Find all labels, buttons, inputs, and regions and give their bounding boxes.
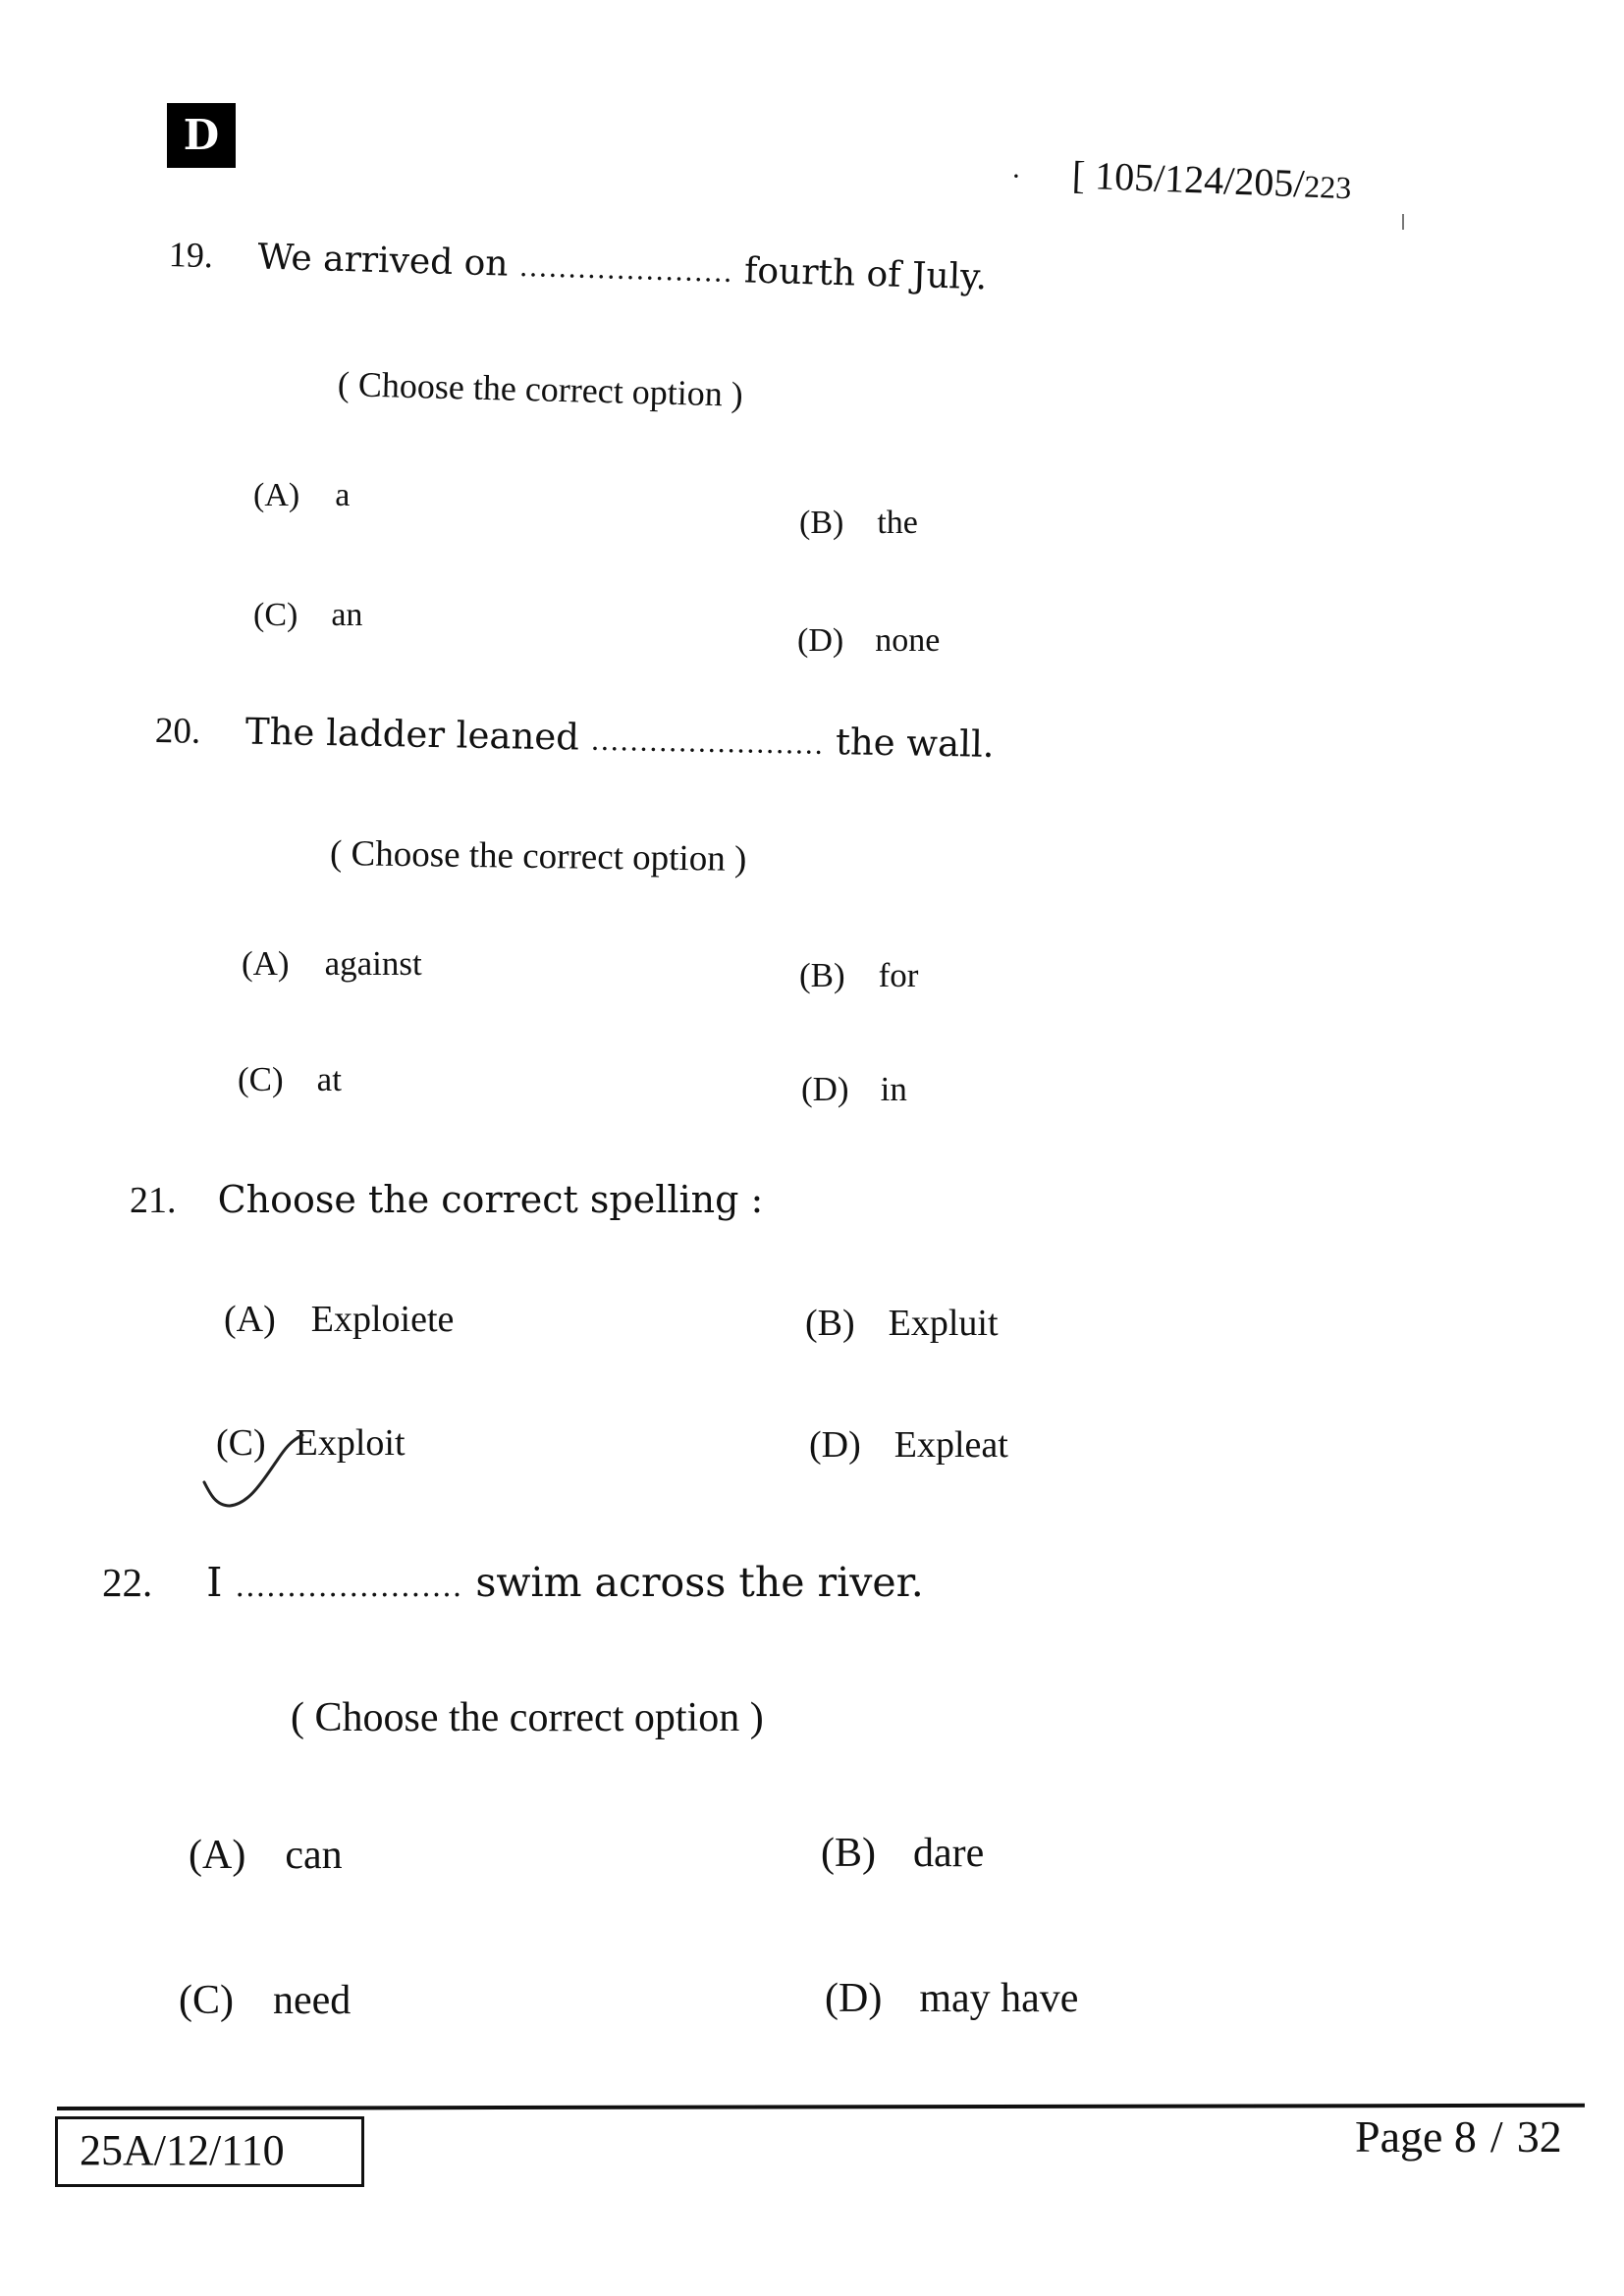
answer-blank: ........................: [590, 723, 825, 761]
set-badge: D: [167, 103, 236, 168]
option-d[interactable]: [825, 1975, 1078, 2022]
page-separator: /: [1489, 2111, 1503, 2162]
instruction: ( Choose the correct option ): [291, 1695, 764, 1740]
page-number: [1355, 2110, 1562, 2163]
option-text: at: [316, 1060, 342, 1098]
option-text: dare: [913, 1831, 985, 1876]
option-text: against: [324, 944, 422, 983]
question-stem: [102, 1559, 924, 1606]
option-label: (A): [224, 1299, 276, 1340]
paper-code: [1010, 149, 1352, 208]
option-text: Exploit: [295, 1422, 406, 1464]
question-text: Choose the correct spelling :: [217, 1178, 764, 1221]
option-label: (D): [801, 1070, 849, 1108]
option-label: (C): [216, 1422, 266, 1464]
question-text-before: I: [206, 1559, 223, 1606]
option-d[interactable]: [809, 1423, 1008, 1467]
bullet-dot: ·: [1010, 159, 1022, 193]
question-text-after: swim across the river.: [475, 1559, 924, 1606]
option-label: (C): [253, 597, 298, 633]
option-label: (A): [253, 477, 300, 513]
option-label: (B): [821, 1831, 876, 1876]
option-b[interactable]: [799, 505, 918, 542]
option-label: (B): [799, 956, 845, 994]
question-stem: [155, 709, 995, 767]
paper-code-prefix: [ 105/124/205/: [1071, 152, 1306, 206]
option-text: Expluit: [888, 1303, 999, 1344]
option-text: in: [880, 1070, 907, 1108]
option-b[interactable]: [799, 956, 918, 995]
option-a[interactable]: [253, 477, 350, 514]
option-label: (D): [825, 1976, 883, 2021]
option-a[interactable]: [189, 1832, 343, 1879]
answer-blank: ......................: [518, 249, 734, 290]
option-text: none: [875, 622, 941, 659]
option-text: Expleat: [893, 1424, 1008, 1466]
option-text: the: [877, 505, 918, 541]
question-number: 21.: [130, 1180, 177, 1221]
footer-divider: [57, 2104, 1585, 2110]
option-d[interactable]: [797, 622, 940, 660]
option-label: (D): [809, 1424, 861, 1466]
question-text-after: fourth of July.: [743, 250, 988, 298]
option-text: for: [878, 956, 919, 994]
option-text: an: [331, 597, 363, 633]
option-c[interactable]: [238, 1060, 342, 1099]
option-text: Exploiete: [310, 1299, 455, 1340]
option-label: (B): [799, 505, 844, 541]
option-text: need: [273, 1978, 352, 2023]
question-stem: [168, 234, 987, 297]
option-text: can: [285, 1833, 343, 1878]
question-text-before: We arrived on: [256, 237, 510, 285]
question-number: 22.: [102, 1560, 153, 1605]
option-label: (C): [238, 1060, 284, 1098]
option-label: (D): [797, 622, 844, 659]
option-a[interactable]: [242, 944, 422, 984]
page-total: 32: [1516, 2111, 1562, 2162]
option-c[interactable]: [253, 597, 362, 634]
answer-blank: ......................: [235, 1570, 463, 1604]
question-stem: [130, 1178, 763, 1222]
option-label: (B): [805, 1303, 855, 1344]
instruction: ( Choose the correct option ): [329, 833, 747, 880]
question-number: 20.: [154, 711, 201, 752]
handwritten-tick-icon: [200, 1433, 308, 1518]
instruction: ( Choose the correct option ): [337, 364, 744, 414]
option-d[interactable]: [801, 1070, 907, 1109]
option-label: (A): [242, 944, 290, 983]
option-c[interactable]: [179, 1977, 351, 2024]
margin-tick: [1402, 214, 1404, 230]
option-label: (A): [189, 1833, 246, 1878]
option-b[interactable]: [821, 1830, 984, 1877]
option-b[interactable]: [805, 1302, 999, 1345]
question-text-before: The ladder leaned: [244, 710, 580, 759]
option-a[interactable]: [224, 1298, 454, 1341]
option-text: a: [335, 477, 351, 513]
question-text-after: the wall.: [835, 721, 995, 766]
paper-code-suffix: 223: [1303, 168, 1353, 206]
option-label: (C): [179, 1978, 234, 2023]
booklet-code: 25A/12/110: [55, 2116, 364, 2187]
question-number: 19.: [168, 235, 214, 276]
option-text: may have: [919, 1976, 1079, 2021]
page-label: Page 8: [1355, 2111, 1477, 2162]
